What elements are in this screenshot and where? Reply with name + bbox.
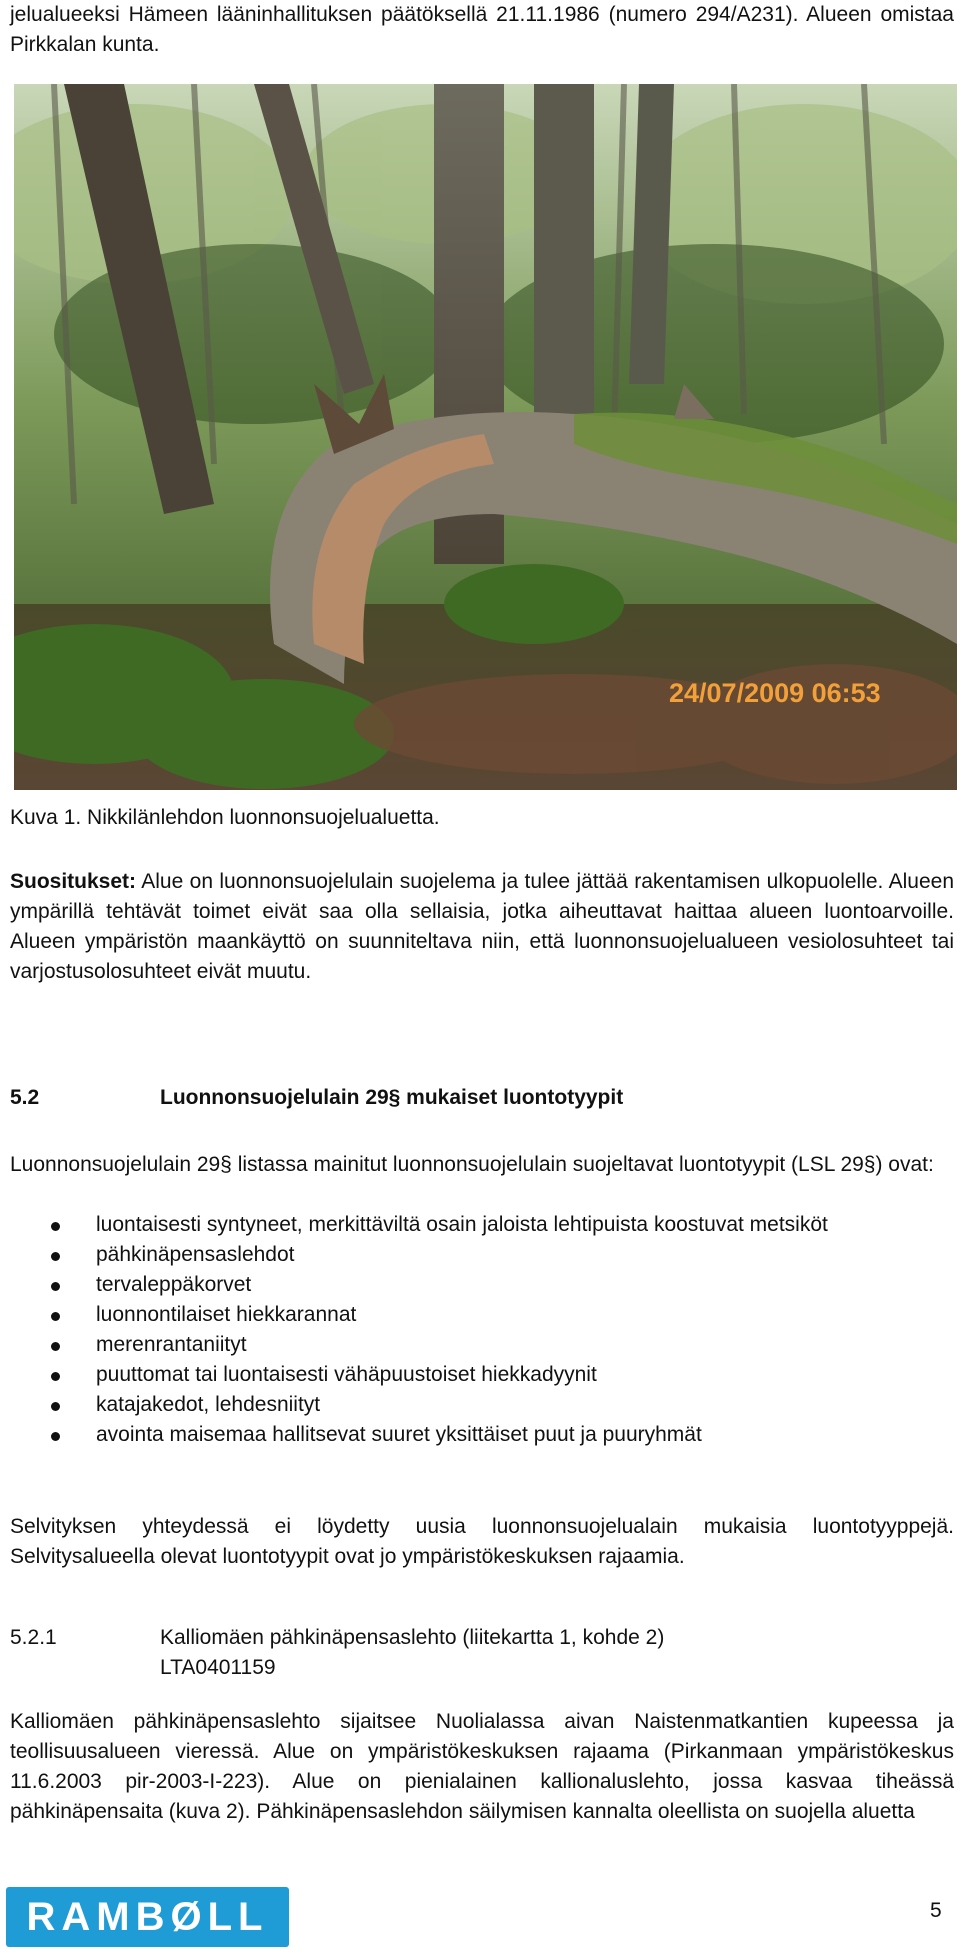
- logo-text: RAMBØLL: [26, 1895, 269, 1939]
- list-item: puuttomat tai luontaisesti vähäpuustoiset hiekkadyynit: [0, 1360, 946, 1390]
- photo-timestamp: 24/07/2009 06:53: [669, 678, 881, 708]
- list-item: luontaisesti syntyneet, merkittäviltä osain jaloista lehtipuista koostuvat metsiköt: [0, 1210, 946, 1240]
- list-item: pähkinäpensaslehdot: [0, 1240, 946, 1270]
- section-title: Luonnonsuojelulain 29§ mukaiset luontotyypit: [160, 1086, 624, 1109]
- intro-paragraph: jelualueeksi Hämeen lääninhallituksen päätöksellä 21.11.1986 (numero 294/A231). Alueen omistaa Pirkkalan kunta.: [10, 3, 954, 56]
- section-number: 5.2: [10, 1086, 40, 1109]
- bullet-icon: [51, 1372, 60, 1381]
- list-item: avointa maisemaa hallitsevat suuret yksittäiset puut ja puuryhmät: [0, 1420, 946, 1450]
- forest-fallen-tree-illustration: [14, 84, 957, 790]
- bullet-icon: [51, 1432, 60, 1441]
- subsection-title: Kalliomäen pähkinäpensaslehto (liitekartta 1, kohde 2) LTA0401159: [160, 1623, 664, 1683]
- section-intro: Luonnonsuojelulain 29§ listassa mainitut luonnonsuojelulain suojeltavat luontotyypit (LSL 29§) ovat:: [10, 1153, 934, 1176]
- bullet-icon: [51, 1252, 60, 1261]
- page-number: 5: [930, 1899, 942, 1922]
- bullet-icon: [51, 1282, 60, 1291]
- subsection-paragraph: Kalliomäen pähkinäpensaslehto sijaitsee Nuolialassa aivan Naistenmatkantien kupeessa ja teollisuusalueen vieressä. Alue on ympäristökeskuksen rajaama (Pirkanmaan ympäristökeskus 11.6.2003 pir-2003-I-223). Alue on pienialainen kallionaluslehto, jossa kasvaa tiheässä pähkinäpensaita (kuva 2). Pähkinäpensaslehdon säilymisen kannalta oleellista on suojella aluetta: [10, 1710, 954, 1823]
- subsection-number: 5.2.1: [10, 1626, 57, 1649]
- forest-photo: [14, 84, 957, 790]
- ramboll-logo: [6, 1887, 289, 1947]
- list-item: merenrantaniityt: [0, 1330, 946, 1360]
- habitat-type-list: [0, 1210, 960, 1450]
- list-item: katajakedot, lehdesniityt: [0, 1390, 946, 1420]
- bullet-icon: [51, 1342, 60, 1351]
- recommendations-paragraph: [10, 867, 954, 987]
- figure-caption: Kuva 1. Nikkilänlehdon luonnonsuojelualuetta.: [10, 806, 440, 829]
- list-item: luonnontilaiset hiekkarannat: [0, 1300, 946, 1330]
- section-conclusion: Selvityksen yhteydessä ei löydetty uusia luonnonsuojelualain mukaisia luontotyyppejä. Selvitysalueella olevat luontotyypit ovat jo ympäristökeskuksen rajaamia.: [10, 1515, 954, 1568]
- subsection-code: LTA0401159: [160, 1656, 276, 1679]
- recommendations-label: Suositukset:: [10, 870, 137, 893]
- bullet-icon: [51, 1222, 60, 1231]
- list-item: tervaleppäkorvet: [0, 1270, 946, 1300]
- recommendations-text: Alue on luonnonsuojelulain suojelema ja tulee jättää rakentamisen ulkopuolelle. Alueen ympärillä tehtävät toimet eivät saa olla sellaisia, jotka aiheuttavat haittaa alueen luontoarvoille. Alueen ympäristön maankäyttö on suunniteltava niin, että luonnonsuojelualueen vesiolosuhteet tai varjostusolosuhteet eivät muutu.: [10, 870, 954, 983]
- bullet-icon: [51, 1402, 60, 1411]
- bullet-icon: [51, 1312, 60, 1321]
